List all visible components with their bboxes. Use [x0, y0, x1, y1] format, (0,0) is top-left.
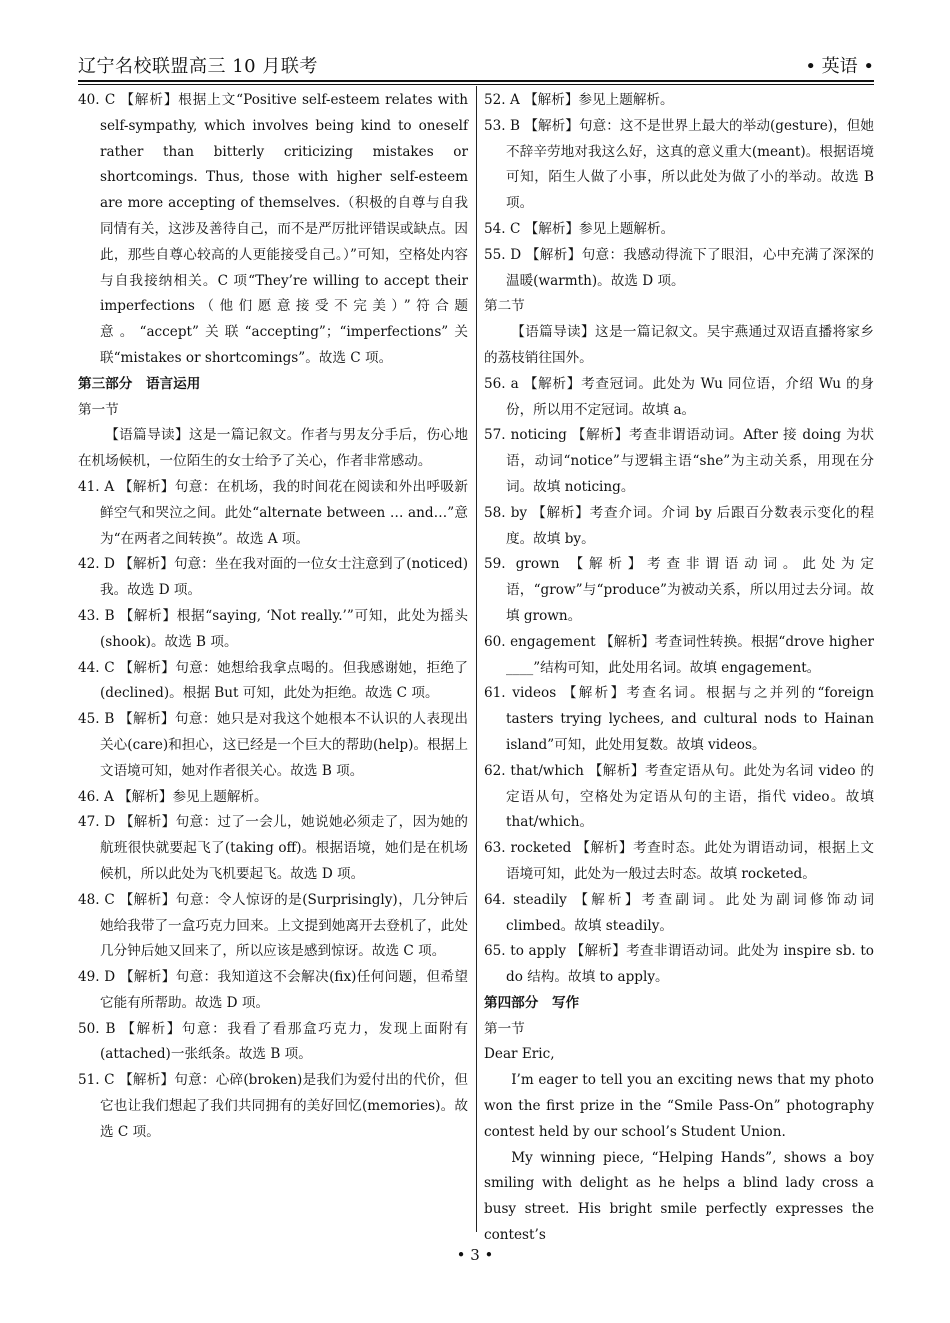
answer-item: 50. B 【解析】句意：我看了看那盒巧克力，发现上面附有(attached)一张纸条。故选 B 项。: [78, 1020, 468, 1063]
answer-item: 43. B 【解析】根据“saying, ‘Not really.’”可知，此处为摇头(shook)。故选 B 项。: [78, 607, 468, 650]
passage-paragraph: 【语篇导读】这是一篇记叙文。吴宇燕通过双语直播将家乡的荔枝销往国外。: [484, 324, 874, 366]
subject-label: • 英语 •: [805, 56, 874, 77]
answer-item: 48. C 【解析】句意：令人惊讶的是(Surprisingly)，几分钟后她给我带了一盒巧克力回来。上文提到她离开去登机了，此处几分钟后她又回来了，所以应该是感到惊讶。故选 C 项。: [78, 891, 468, 960]
answer-item: 40. C 【解析】根据上文“Positive self-esteem relates with self-sympathy, which involves being kind to oneself rather than bitterly criticizing mistakes or shortcomings. Thus, those with higher self-esteem are more accepting of themselves.（积极的自尊与自我同情有关，这涉及善待自己，而不是严厉批评错误或缺点。因此，那些自尊心较高的人更能接受自己。）”可知，空格处内容与自我接纳相关。C 项“They’re willing to accept their imperfections（他们愿意接受不完美）”符合题意。“accept”关联“accepting”；“imperfections”关联“mistakes or shortcomings”。故选 C 项。: [78, 92, 468, 366]
exam-title: 辽宁名校联盟高三 10 月联考: [78, 56, 318, 77]
answer-item: 45. B 【解析】句意：她只是对我这个她根本不认识的人表现出关心(care)和担心，这已经是一个巨大的帮助(help)。根据上文语境可知，她对作者很关心。故选 B 项。: [78, 711, 468, 779]
page-header: [78, 44, 874, 77]
right-column: [484, 88, 874, 1249]
passage-paragraph: I’m eager to tell you an exciting news that my photo won the first prize in the “Smile Pass-On” photography contest held by our school’s Student Union.: [484, 1072, 874, 1140]
answer-item: 52. A 【解析】参见上题解析。: [484, 92, 674, 108]
answer-item: 59. grown 【解析】考查非谓语动词。此处为定语，“grow”与“produce”为被动关系，所以用过去分词。故填 grown。: [484, 556, 874, 624]
answer-item: 51. C 【解析】句意：心碎(broken)是我们为爱付出的代价，但它也让我们想起了我们共同拥有的美好回忆(memories)。故选 C 项。: [78, 1072, 468, 1140]
answer-item: 53. B 【解析】句意：这不是世界上最大的举动(gesture)，但她不辞辛劳地对我这么好，这真的意义重大(meant)。根据语境可知，陌生人做了小事，所以此处为做了小的举动。故选 B 项。: [484, 117, 874, 212]
answer-item: 62. that/which 【解析】考查定语从句。此处为名词 video 的定语从句，空格处为定语从句的主语，指代 video。故填 that/which。: [484, 762, 874, 831]
section-label: Dear Eric,: [484, 1046, 555, 1063]
answer-item: 61. videos 【解析】考查名词。根据与之并列的“foreign tasters trying lychees, and cultural nods to Hainan island”可知，此处用复数。故填 videos。: [484, 685, 874, 753]
answer-item: 41. A 【解析】句意：在机场，我的时间花在阅读和外出呼吸新鲜空气和哭泣之间。此处“alternate between … and…”意为“在两者之间转换”。故选 A 项。: [78, 478, 468, 547]
answer-item: 56. a 【解析】考查冠词。此处为 Wu 同位语，介绍 Wu 的身份，所以用不定冠词。故填 a。: [484, 375, 874, 418]
answer-item: 65. to apply 【解析】考查非谓语动词。此处为 inspire sb. to do 结构。故填 to apply。: [484, 943, 874, 986]
section-heading: 第四部分 写作: [484, 994, 580, 1011]
answer-item: 58. by 【解析】考查介词。介词 by 后跟百分数表示变化的程度。故填 by。: [484, 504, 874, 547]
column-divider: [476, 86, 477, 1232]
section-heading: 第三部分 语言运用: [78, 375, 201, 392]
answer-item: 49. D 【解析】句意：我知道这不会解决(fix)任何问题，但希望它能有所帮助。故选 D 项。: [78, 969, 468, 1011]
answer-item: 57. noticing 【解析】考查非谓语动词。After 接 doing 为状语，动词“notice”与逻辑主语“she”为主动关系，用现在分词。故填 noticing。: [484, 427, 874, 495]
answer-item: 44. C 【解析】句意：她想给我拿点喝的。但我感谢她，拒绝了(declined)。根据 But 可知，此处为拒绝。故选 C 项。: [78, 659, 468, 702]
page-number: • 3 •: [456, 1246, 494, 1264]
answer-item: 46. A 【解析】参见上题解析。: [78, 788, 268, 805]
answer-item: 60. engagement 【解析】考查词性转换。根据“drove higher ____”结构可知，此处用名词。故填 engagement。: [484, 633, 874, 676]
section-label: 第二节: [484, 298, 525, 315]
passage-paragraph: 【语篇导读】这是一篇记叙文。作者与男友分手后，伤心地在机场候机，一位陌生的女士给予了关心，作者非常感动。: [78, 427, 468, 470]
left-column: [78, 88, 468, 1146]
passage-paragraph: My winning piece, “Helping Hands”, shows a boy smiling with delight as he helps a blind lady cross a busy street. His bright smile perfectly expresses the contest’s: [484, 1149, 874, 1244]
answer-item: 47. D 【解析】句意：过了一会儿，她说她必须走了，因为她的航班很快就要起飞了(taking off)。根据语境，她们是在机场候机，所以此处为飞机要起飞。故选 D 项。: [78, 814, 468, 882]
section-label: 第一节: [484, 1020, 525, 1037]
header-rule: [78, 80, 874, 82]
answer-item: 64. steadily 【解析】考查副词。此处为副词修饰动词 climbed。故填 steadily。: [484, 891, 874, 934]
answer-item: 55. D 【解析】句意：我感动得流下了眼泪，心中充满了深深的温暖(warmth)。故选 D 项。: [484, 246, 874, 289]
answer-item: 54. C 【解析】参见上题解析。: [484, 220, 675, 237]
answer-item: 63. rocketed 【解析】考查时态。此处为谓语动词，根据上文语境可知，此处为一般过去时态。故填 rocketed。: [484, 840, 874, 882]
answer-item: 42. D 【解析】句意：坐在我对面的一位女士注意到了(noticed)我。故选 D 项。: [78, 556, 468, 599]
header-rule-thin: [78, 84, 874, 85]
section-label: 第一节: [78, 401, 119, 418]
